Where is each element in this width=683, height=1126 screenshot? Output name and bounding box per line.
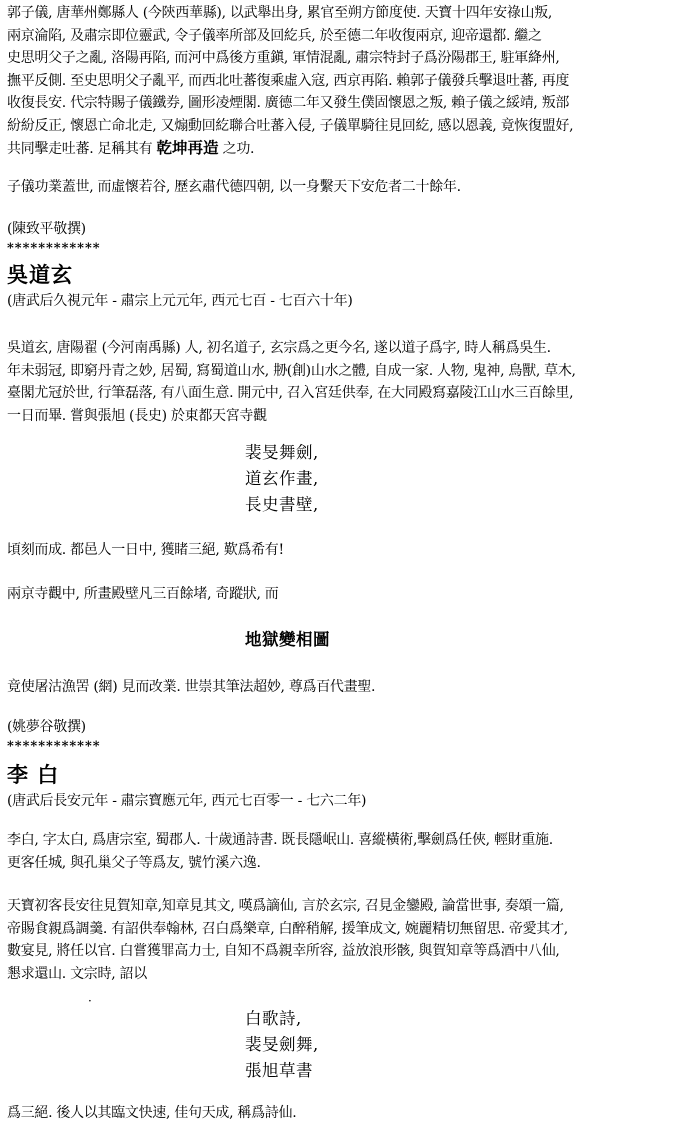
verse-line: 長史書壁, [245, 495, 319, 514]
separator-stars: ************ [7, 240, 101, 256]
author-credit: (姚夢谷敬撰) [7, 719, 86, 735]
text-line: 撫平反側. 至史思明父子亂平, 而西北吐蕃復乘虛入寇, 西京再陷. 賴郭子儀發兵擊退吐蕃, 再度 [7, 72, 570, 89]
text-line: 帝賜食親爲調羹. 有詔供奉翰林, 召白爲樂章, 白醉稍解, 援筆成文, 婉麗精切無留思. 帝愛其才, [7, 920, 568, 937]
text-line: 李白, 字太白, 爲唐宗室, 蜀郡人. 十歲通詩書. 既長隱岷山. 喜縱橫術,擊劍爲任俠, 輕財重施. [7, 832, 553, 848]
summary-line: 子儀功業蓋世, 而虛懷若谷, 歷玄肅代德四朝, 以一身繫天下安危者二十餘年. [7, 179, 461, 195]
li-bai-closing [7, 1102, 679, 1125]
stray-dot: · [88, 994, 92, 1008]
author-credit: (陳致平敬撰) [7, 221, 86, 237]
verse-line: 裴旻舞劍, [245, 443, 319, 462]
text-line: 臺閣尤冠於世, 行筆磊落, 有八面生意. 開元中, 召入宮廷供奉, 在大同殿寫嘉陵江山水三百餘里, [7, 385, 574, 401]
verse-line: 道玄作畫, [245, 469, 319, 488]
wu-daoxuan-paragraph [7, 337, 679, 427]
text-line: 史思明父子之亂, 洛陽再陷, 而河中爲後方重鎭, 軍情混亂, 肅宗特封子爲汾陽郡王, 駐軍絳州, [7, 50, 560, 66]
text-line: 兩京寺觀中, 所畫殿壁凡三百餘堵, 奇蹤狀, 而 [7, 586, 279, 602]
li-bai-intro [7, 829, 679, 874]
guo-ziyi-author [7, 218, 679, 257]
wu-daoxuan-after-verse [7, 539, 679, 562]
section-dates: (唐武后久視元年 - 肅宗上元元年, 西元七百 - 七百六十年) [7, 293, 353, 309]
wu-daoxuan-closing [7, 676, 679, 699]
wu-daoxuan-header [7, 260, 679, 313]
text-line: 兩京淪陷, 及肅宗即位靈武, 令子儀率所部及回紇兵, 於至德二年收復兩京, 迎帝還都. 繼之 [7, 27, 542, 44]
text-line: 爲三絕. 後人以其臨文快速, 佳句天成, 稱爲詩仙. [7, 1105, 297, 1121]
wu-daoxuan-author [7, 716, 679, 755]
guo-ziyi-paragraph [7, 2, 679, 160]
text-line: 天寶初客長安往見賀知章,知章見其文, 嘆爲謫仙, 言於玄宗, 召見金鑾殿, 論當世事, 奏頌一篇, [7, 898, 564, 914]
section-dates: (唐武后長安元年 - 肅宗寶應元年, 西元七百零一 - 七六二年) [7, 793, 367, 809]
verse-line: 裴旻劍舞, [245, 1035, 319, 1054]
text-line: 一日而畢. 嘗與張旭 (長史) 於東都天宮寺觀 [7, 407, 267, 424]
wu-daoxuan-verse [245, 440, 319, 518]
text-line: 郭子儀, 唐華州鄭縣人 (今陝西華縣), 以武舉出身, 累官至朔方節度使. 天寶十四年安祿山叛, [7, 5, 553, 21]
text-segment: 之功. [222, 141, 255, 157]
verse-line: 白歌詩, [245, 1009, 302, 1028]
section-name: 李 白 [7, 762, 60, 787]
text-line [7, 137, 679, 160]
text-line: 懇求還山. 文宗時, 詔以 [7, 965, 147, 982]
text-line: 吳道玄, 唐陽翟 (今河南禹縣) 人, 初名道子, 玄宗爲之更今名, 遂以道子爲字, 時人稱爲吳生. [7, 340, 551, 356]
verse-line: 張旭草書 [245, 1061, 313, 1080]
text-line: 年未弱冠, 即窮丹青之妙, 居蜀, 寫蜀道山水, 刱(創)山水之體, 自成一家. 人物, 鬼神, 鳥獸, 草木, [7, 362, 576, 379]
text-line: 紛紛反正, 懷恩亡命北走, 又煽動回紇聯合吐蕃入侵, 子儀單騎往見回紇, 感以恩義, 竟恢復盟好, [7, 117, 574, 134]
separator-stars: ************ [7, 738, 101, 754]
text-line: 頃刻而成. 都邑人一日中, 獲睹三絕, 歎爲希有! [7, 542, 284, 558]
text-line: 數宴見, 將任以官. 白嘗獲罪高力士, 自知不爲親幸所容, 益放浪形骸, 與賀知章等爲酒中八仙, [7, 943, 560, 959]
painting-title: 地獄變相圖 [245, 630, 330, 649]
text-line: 更客任城, 與孔巢父子等爲友, 號竹溪六逸. [7, 854, 261, 871]
li-bai-verse [245, 1006, 319, 1084]
guo-ziyi-summary [7, 176, 679, 199]
li-bai-paragraph [7, 895, 679, 985]
text-segment: 共同擊走吐蕃. 足稱其有 [7, 141, 153, 157]
section-name: 吳道玄 [7, 262, 73, 287]
emphasis-phrase: 乾坤再造 [156, 138, 219, 157]
wu-daoxuan-temple [7, 583, 679, 606]
text-line: 收復長安. 代宗特賜子儀鐵券, 圖形凌煙閣. 廣德二年又發生僕固懷恩之叛, 賴子儀之綏靖, 叛部 [7, 95, 570, 111]
li-bai-header [7, 760, 679, 813]
text-line: 竟使屠沽漁罟 (網) 見而改業. 世崇其筆法超妙, 尊爲百代畫聖. [7, 679, 376, 695]
